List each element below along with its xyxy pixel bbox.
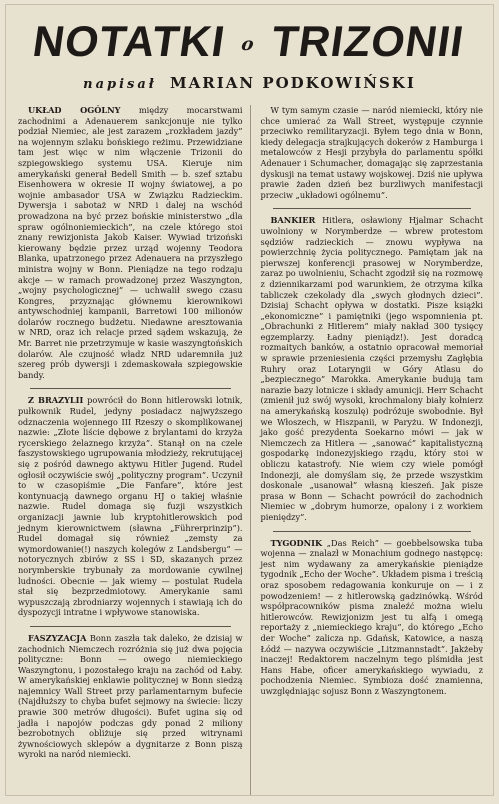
magazine-page — [5, 4, 494, 796]
title-part1: NOTATKI — [29, 18, 229, 66]
paragraph-text: między mocarstwami zachodnimi a Adenauerem sankcjonuje nie tylko podział Niemiec, ale jest zarazem „rozkładem jazdy” na wojennym szlaku bońskiego reżimu. Przewidziane tam jest więc w nim włączenie Trizonii do szpiegowskiego systemu USA. Kieruje nim amerykański generał Bedell Smith — b. szef sztabu Eisenhowera w okresie II wojny światowej, a po wojnie ambasador USA w Związku Radzieckim. Dywersja i sabotaż w NRD i dalej na wschód prowadzona na być przez bońskie ministerstwo „dla spraw ogólnoniemieckich”, na czele którego stoi znany rewizjonista Jakob Kaiser. Wywiad trizoński kierowany będzie przez urząd wojenny Teodora Blanka, upatrzonego przez Adenauera na przyszłego ministra wojny w Bonn. Pieniądze na tego rodzaju akcje — w ramach prowadzonej przez Waszyngton, „wojny psychologicznej” — uchwalił swego czasu Kongres, przyznając głównemu kierownikowi antywschodniej kampanii, Barretowi 100 milionów dolarów rocznego budżetu. Niedawne aresztowania w NRD, oraz ich relacje przed sądem wskazują, że Mr. Barret nie przetrzymuje w kasie waszyngtońskich dolarów. Ale czujność władz NRD udaremniła już szereg prób dywersji i zdemaskowała szpiegowskie bandy. — [18, 105, 243, 380]
paragraph-text: powrócił do Bonn hitlerowski lotnik, pułkownik Rudel, jedyny posiadacz najwyższego odznaczenia wojennego III Rzeszy o skomplikowanej nazwie: „Złote liście dębowe z brylantami do krzyża rycerskiego żelaznego krzyża”. Stanął on na czele faszystowskiego ugrupowania młodzieży, rekrutującej się z pośród dawnego aktywu Hitler Jugend. Rudel ogłosił oczywiście swój „polityczny program”. Uczynił to w czasopiśmie „Die Fanfare”, które jest kontynuacją dawnego organu HJ o takiej właśnie nazwie. Rudel domaga się fuzji wszystkich organizacji jawnie lub kryptohitlerowskich pod jednym kierownictwem (sławna „Führerprinzip”). Rudel domagał się również „zemsty za wymordowanie(!) naszych kolegów z Landsbergu” — notorycznych zbirów z SS i SD, skazanych przez norymberskie trybunały za mordowanie cywilnej ludności. Obecnie — jak wiemy — postulat Rudela stał się bezprzedmiotowy. Amerykanie sami wypuszczają zbrodniarzy wojennych i stawiają ich do dyspozycji intratne i wpływowe stanowiska. — [18, 395, 243, 618]
paragraph-text: Bonn zaszła tak daleko, że dzisiaj w zachodnich Niemczech rozróżnia się już dwa pojęcia polityczne: Bonn — owego niemieckiego Waszyngtonu, i pozostałego kraju na zachód od Łaby. W amerykańskiej enklawie politycznej w Bonn siedzą najemnicy Wall Street przy parlamentarnym bufecie (Najdłuższy to chyba bufet sejmowy na świecie: liczy prawie 300 metrów długości). Bufet ugina się od jadła i napojów podczas gdy ponad 2 miliony bezrobotnych obliżuje się przed witrynami żywnościowych sklepów a dygnitarze z Bonn piszą wyroki na naród niemiecki. — [18, 632, 243, 760]
paragraph-lead: Z BRAZYLII — [28, 395, 84, 406]
paragraph — [18, 395, 243, 617]
byline-label: napisał — [83, 77, 157, 92]
paragraph — [261, 105, 484, 200]
paragraph-lead: BANKIER — [270, 215, 316, 226]
paragraph — [18, 105, 243, 380]
title-part2: TRIZONII — [268, 18, 468, 66]
paragraph-text: Hitlera, osławiony Hjalmar Schacht uwolniony w Norymberdze — wbrew protestom sędziów radzieckich — znowu wypływa na powierzchnię życia politycznego. Pamiętam jak na pierwszej konferencji prasowej w Norymberdze, zaraz po uwolnieniu, Schacht zgodził się na rozmowę z dziennikarzami pod warunkiem, że otrzyma kilka tabliczek czekolady dla „swych głodnych dzieci”. Dzisiaj Schacht opływa w dostatki. Pisze książki „ekonomiczne” i pamiętniki (jego wspomnienia pt. „Obrachunki z Hitlerem” miały nakład 300 tysięcy egzemplarzy. Ładny pieniądz!). Jest doradcą rozmaitych banków, a ostatnio opracował memoriał w sprawie przeniesienia części przemysłu Zagłębia Ruhry oraz Lotaryngii w Góry Atlasu do „bezpiecznego” Marokka. Amerykanie budują tam naraziе bazy lotnicze i składy amunicji. Herr Schacht (zmienił już swój wysoki, krochmalony biały kołnierz na amerykańską koszulę) podróżuje swobodnie. Był we Włoszech, w Hiszpanii, w Paryżu. W Indonezji, jako gość prezydenta Soekarno mówi — jak w Niemczech za Hitlera — „sanować” kapitalistyczną gospodarkę indonezyjskiego rządu, który stoi w obliczu katastrofy. Nie wiem czy wiele pomógł Indonezji, ale domyślam się, że przede wszystkim doskonale „usanował” własną kieszeń. Jak pisze prasa w Bonn — Schacht powrócił do zachodnich Niemiec w „dobrym humorze, opalony i z workiem pieniędzy”. — [260, 215, 483, 522]
divider — [273, 208, 472, 209]
divider — [30, 626, 231, 627]
paragraph-text: W tym samym czasie — naród niemiecki, który nie chce umierać za Wall Street, występuje czynnie przeciwko remilitaryzacji. Byłem tego dnia w Bonn, kiedy delegacja strajkujących dokerów z Hamburga i metalowców z Hesji przybyła do parlamentu spółki Adenauer i Schumacher, domagając się zaprzestania dyskusji na temat ustawy wojskowej. Dziś nie upływa prawie żaden dzień bez burzliwych manifestacji przeciw „układowi ogólnemu”. — [260, 105, 483, 200]
divider — [273, 531, 472, 532]
article-title — [2, 5, 497, 64]
paragraph-text: „Das Reich” — goebbelsowska tuba wojenna — znalazł w Monachium godnego następcę: jest nim wydawany za amerykańskie pieniądze tygodnik „Echo der Woche”. Układem pisma i treścią oraz sposobem redagowania konkuruje on — i z powodzeniem! — z hitlerowską gadzinówką. Wśród współpracowników pisma znaleźć można wielu hitlerowców. Rewizjonizm jest tu alfą i omegą reportaży z „niemieckiego kraju”, do którego „Echo der Woche” zalicza np. Gdańsk, Katowice, a naszą Łódź — nazywa oczywiście „Litzmannstadt”. Jakżeby inaczej! Redaktorem naczelnym tego plśmidła jest Hans Habe, oficer amerykańskiego wywiadu, z pochodzenia Niemiec. Symbioza dość znamienna, uwzględniając sojusz Bonn z Waszyngtonem. — [260, 537, 483, 696]
author-name: MARIAN PODKOWIŃSKI — [170, 74, 416, 92]
right-column — [250, 105, 494, 795]
left-column — [6, 105, 250, 795]
paragraph-lead: TYGODNIK — [270, 537, 323, 548]
title-o: o — [240, 33, 257, 55]
paragraph-lead: UKŁAD OGÓLNY — [28, 105, 121, 115]
divider — [30, 388, 231, 389]
article-columns — [6, 105, 493, 795]
paragraph — [18, 633, 243, 760]
paragraph-lead: FASZYZACJA — [28, 632, 87, 643]
article-header — [6, 5, 493, 103]
paragraph — [261, 538, 484, 697]
byline — [6, 74, 493, 92]
paragraph — [261, 215, 484, 522]
